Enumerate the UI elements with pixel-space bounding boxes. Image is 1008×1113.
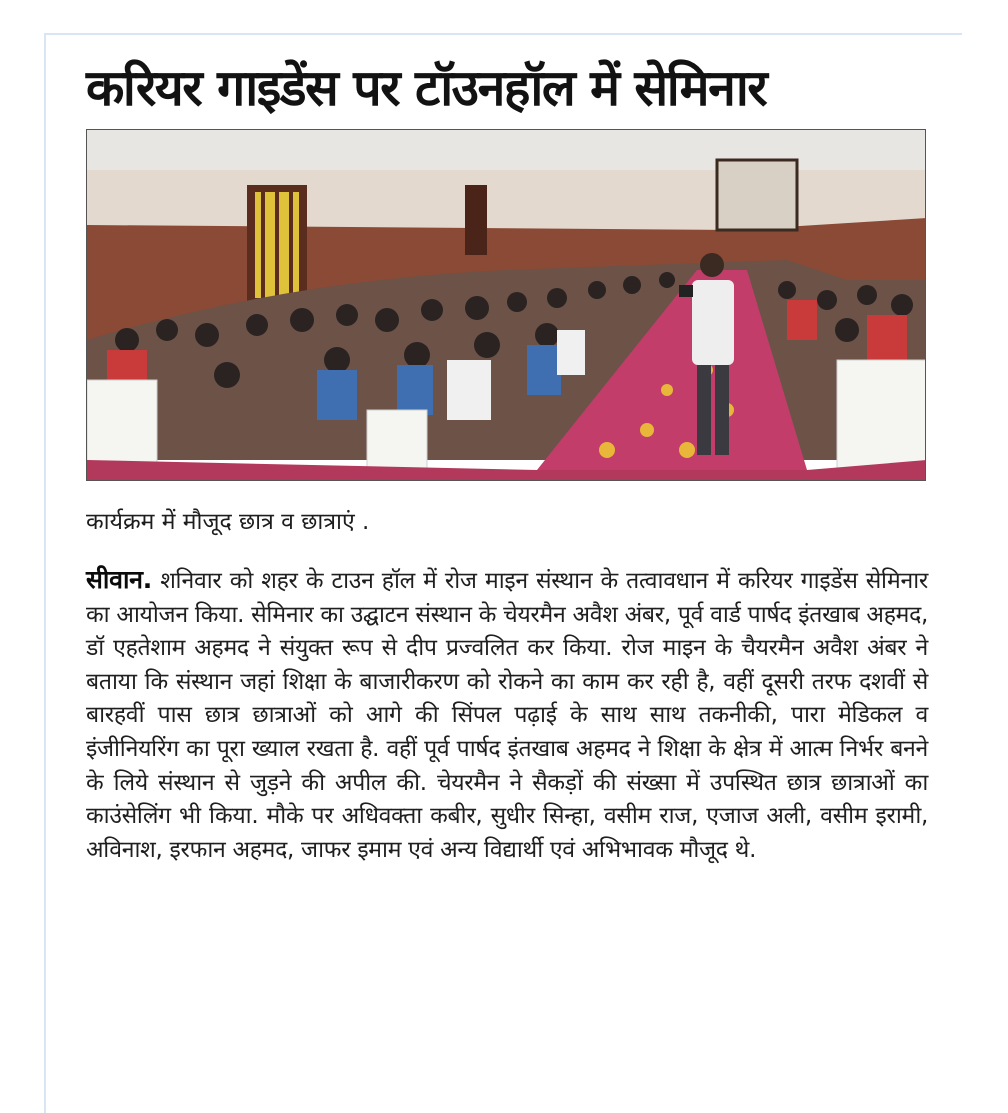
article-body-text: शनिवार को शहर के टाउन हॉल में रोज माइन संस्थान के तत्वावधान में करियर गाइडेंस सेमिनार का आयोजन किया. सेमिनार का उद्घाटन संस्थान के चेयरमैन अवैश अंबर, पूर्व वार्ड पार्षद इंतखाब अहमद, डॉ एहतेशाम अहमद ने संयुक्त रूप से दीप प्रज्वलित कर किया. रोज माइन के चैयरमैन अवैश अंबर ने बताया कि संस्थान जहां शिक्षा के बाजारीकरण को रोकने का काम कर रही है, वहीं दूसरी तरफ दशवीं से बारहवीं पास छात्र छात्राओं को आगे की सिंपल पढ़ाई के साथ साथ तकनीकी, पारा मेडिकल व इंजीनियरिंग का पूरा ख्याल रखता है. वहीं पूर्व पार्षद इंतखाब अहमद ने शिक्षा के क्षेत्र में आत्म निर्भर बनने के लिये संस्थान से जुड़ने की अपील की. चेयरमैन ने सैकड़ों की संख्सा में उपस्थित छात्र छात्राओं का काउंसेलिंग भी किया. मौके पर अधिवक्ता कबीर, सुधीर सिन्हा, वसीम राज, एजाज अली, वसीम इरामी, अविनाश, इरफान अहमद, जाफर इमाम एवं अन्य विद्यार्थी एवं अभिभावक मौजूद थे. (86, 568, 928, 863)
article-headline: करियर गाइडेंस पर टॉउनहॉल में सेमिनार (86, 59, 767, 117)
article-photo (86, 129, 926, 481)
photo-caption: कार्यक्रम में मौजूद छात्र व छात्राएं . (86, 509, 370, 535)
article-body (86, 563, 928, 867)
dateline: सीवान. (86, 565, 152, 594)
news-clipping (44, 33, 962, 1113)
seminar-hall-photo-icon (87, 130, 926, 481)
